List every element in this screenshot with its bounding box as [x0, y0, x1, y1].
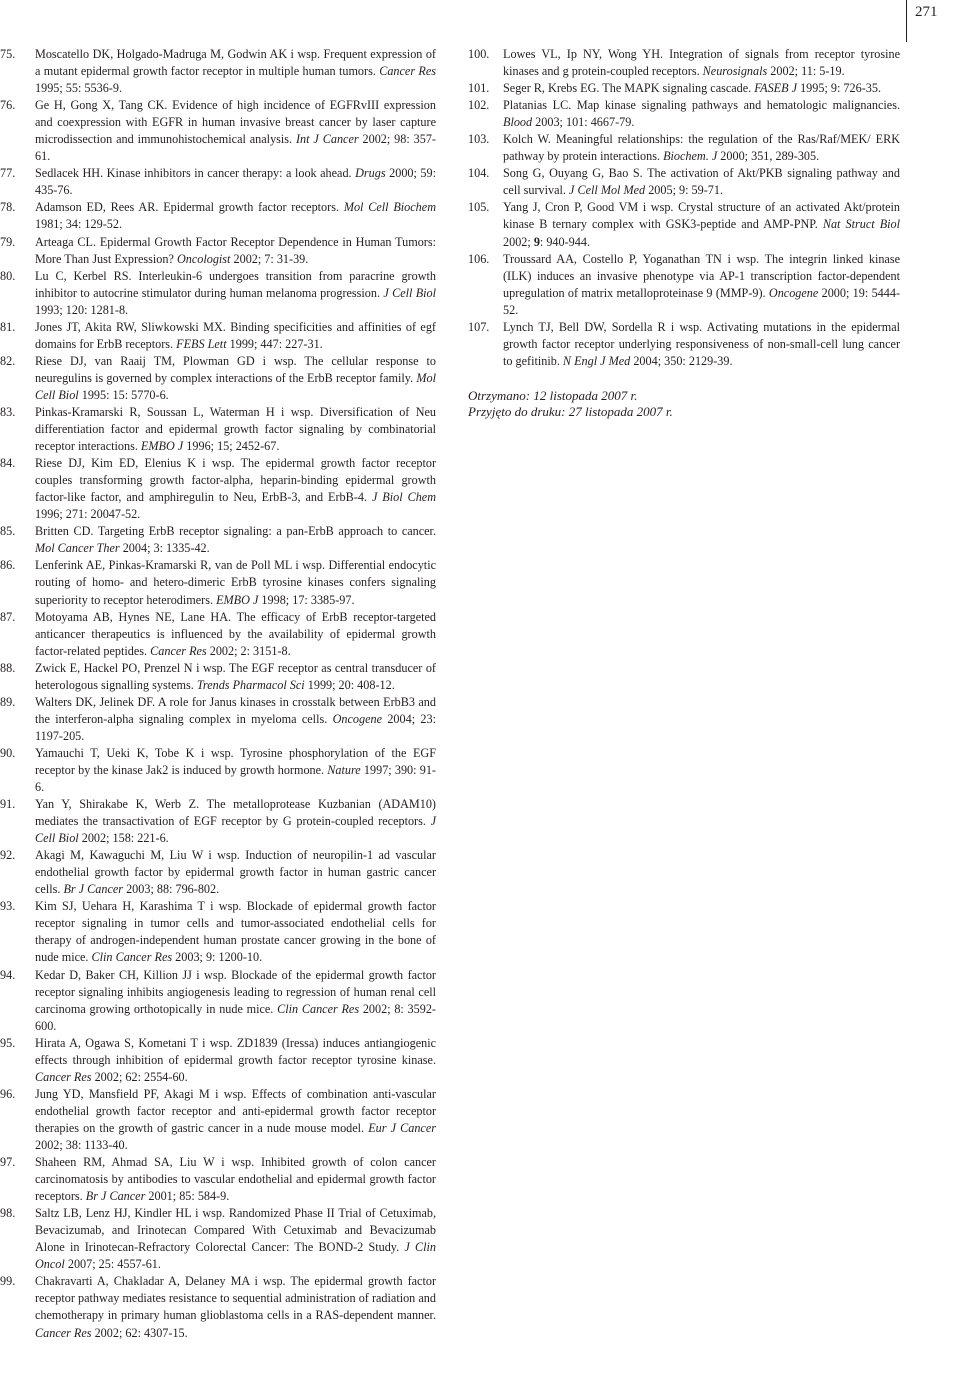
reference-journal: EMBO J — [216, 592, 259, 607]
reference-number: 105. — [468, 200, 490, 215]
reference-citation: 2004; 350: 2129-39. — [630, 353, 733, 368]
reference-pages: : 940-944. — [539, 234, 591, 249]
reference-item — [0, 1273, 436, 1341]
reference-number: 102. — [468, 98, 490, 113]
reference-text: Moscatello DK, Holgado-Madruga M, Godwin AK i wsp. Frequent expression of a mutant epidermal growth factor receptor in multiple human tumors. — [35, 47, 436, 79]
reference-text: Pinkas-Kramarski R, Soussan L, Waterman H i wsp. Diversification of Neu differentiation factor and epidermal growth factor signaling by combinatorial receptor interactions. — [35, 404, 436, 454]
reference-number: 93. — [0, 899, 16, 914]
reference-citation: 2002; 98: 357-61. — [35, 132, 436, 164]
reference-number: 94. — [0, 967, 16, 982]
reference-text: Lu C, Kerbel RS. Interleukin-6 undergoes transition from paracrine growth inhibitor to autocrine stimulator during human melanoma progression. — [35, 268, 436, 300]
reference-text: Riese DJ, Kim ED, Elenius K i wsp. The epidermal growth factor receptor couples transforming growth factor-alpha, heparin-binding epidermal growth factor-like factor, and amphiregulin to Neu, ErbB-3, and ErbB-4. — [35, 456, 436, 505]
reference-journal: Neurosignals — [702, 64, 768, 79]
reference-text: Yang J, Cron P, Good VM i wsp. Crystal structure of an activated Akt/protein kinase B ternary complex with GSK3-peptide and AMP-PNP. — [503, 200, 900, 232]
reference-number: 99. — [0, 1274, 16, 1289]
reference-text: Lynch TJ, Bell DW, Sordella R i wsp. Activating mutations in the epidermal growth factor receptor underlying responsiveness of non-small-cell lung cancer to gefitinib. — [503, 319, 900, 368]
reference-item — [0, 609, 436, 660]
reference-item — [0, 1035, 436, 1086]
reference-text: Motoyama AB, Hynes NE, Lane HA. The efficacy of ErbB receptor-targeted anticancer therapeutics is influenced by the availability of epidermal growth factor-related peptides. — [35, 609, 436, 658]
reference-text: Walters DK, Jelinek DF. A role for Janus kinases in crosstalk between ErbB3 and the interferon-alpha signaling complex in myeloma cells. — [35, 694, 436, 726]
reference-number: 80. — [0, 268, 16, 283]
reference-journal: Oncologist — [176, 251, 231, 266]
reference-journal: Nat Struct Biol — [822, 217, 900, 232]
reference-citation: 2002; 2: 3151-8. — [206, 643, 291, 658]
reference-journal: J Cell Mol Med — [569, 183, 646, 198]
reference-item — [0, 268, 436, 319]
reference-citation: 1995; 9: 726-35. — [797, 81, 881, 96]
reference-number: 82. — [0, 353, 16, 368]
reference-journal: Mol Cell Biol — [35, 370, 436, 402]
reference-item — [0, 234, 436, 268]
reference-journal: Cancer Res — [379, 64, 436, 79]
reference-item — [0, 319, 436, 353]
reference-item — [468, 165, 900, 199]
reference-citation: 1996; 271: 20047-52. — [35, 507, 141, 522]
reference-item — [468, 199, 900, 250]
reference-citation: 2005; 9: 59-71. — [645, 183, 724, 198]
reference-item — [0, 353, 436, 404]
reference-number: 100. — [468, 47, 490, 61]
reference-citation: 2002; 38: 1133-40. — [35, 1138, 128, 1152]
reference-journal: J Biol Chem — [371, 490, 437, 505]
reference-number: 89. — [0, 694, 16, 709]
reference-journal: Mol Cancer Ther — [35, 541, 120, 556]
reference-journal: Oncogene — [768, 285, 819, 300]
reference-journal: Int J Cancer — [295, 132, 359, 147]
reference-citation: 2002; 8: 3592-600. — [35, 1001, 436, 1033]
reference-number: 75. — [0, 47, 16, 61]
reference-text: Britten CD. Targeting ErbB receptor signaling: a pan-ErbB approach to cancer. — [35, 524, 436, 539]
received-date: Otrzymano: 12 listopada 2007 r. — [468, 387, 638, 403]
reference-item — [468, 131, 900, 165]
reference-journal: Blood — [503, 115, 533, 130]
reference-journal: Mol Cell Biochem — [343, 200, 436, 215]
reference-journal: J Clin Oncol — [35, 1240, 436, 1272]
reference-item — [0, 967, 436, 1035]
reference-citation: 2002; 158: 221-6. — [78, 831, 169, 846]
reference-text: Yamauchi T, Ueki K, Tobe K i wsp. Tyrosine phosphorylation of the EGF receptor by the kinase Jak2 is induced by growth hormone. — [35, 745, 436, 777]
reference-citation: 1999; 447: 227-31. — [226, 336, 323, 351]
reference-number: 81. — [0, 319, 16, 334]
reference-citation: 2004; 3: 1335-42. — [119, 541, 210, 556]
reference-number: 90. — [0, 745, 16, 760]
reference-text: Jung YD, Mansfield PF, Akagi M i wsp. Effects of combination anti-vascular endothelial growth factor receptor and anti-epidermal growth factor receptor therapies on the growth of gastric cancer in a nude mouse model. — [35, 1086, 436, 1135]
reference-journal: FASEB J — [754, 81, 798, 96]
reference-number: 77. — [0, 166, 16, 181]
reference-journal: Cancer Res — [35, 1325, 92, 1340]
reference-citation: 2000; 19: 5444-52. — [503, 285, 900, 317]
reference-number: 84. — [0, 456, 16, 471]
reference-journal: Oncogene — [332, 711, 382, 726]
reference-text: Sedlacek HH. Kinase inhibitors in cancer therapy: a look ahead. — [35, 166, 356, 181]
reference-number: 97. — [0, 1155, 16, 1170]
reference-text: Akagi M, Kawaguchi M, Liu W i wsp. Induction of neuropilin-1 ad vascular endothelial growth factor by epidermal growth factor in human gastric cancer cells. — [35, 848, 436, 897]
manuscript-dates — [468, 388, 900, 420]
reference-text: Adamson ED, Rees AR. Epidermal growth factor receptors. — [35, 200, 344, 215]
reference-item — [0, 404, 436, 455]
reference-citation: 2002; 62: 2554-60. — [91, 1069, 188, 1084]
reference-item — [0, 1086, 436, 1154]
reference-item — [0, 455, 436, 523]
reference-journal: FEBS Lett — [176, 336, 227, 351]
reference-text: Kedar D, Baker CH, Killion JJ i wsp. Blockade of the epidermal growth factor receptor signaling inhibits angiogenesis leading to regression of human renal cell carcinoma growing orthotopically in nude mice. — [35, 967, 436, 1016]
reference-item — [0, 898, 436, 966]
reference-text: Platanias LC. Map kinase signaling pathways and hematologic malignancies. — [503, 98, 900, 113]
reference-journal: Cancer Res — [150, 643, 207, 658]
reference-text: Arteaga CL. Epidermal Growth Factor Receptor Dependence in Human Tumors: More Than Just Expression? — [35, 234, 436, 266]
reference-item — [0, 199, 436, 233]
reference-volume: 9 — [533, 234, 540, 249]
reference-text: Song G, Ouyang G, Bao S. The activation of Akt/PKB signaling pathway and cell survival. — [503, 166, 900, 198]
references-left-column — [0, 46, 436, 1342]
reference-item — [0, 745, 436, 796]
reference-item — [0, 796, 436, 847]
reference-number: 98. — [0, 1206, 16, 1221]
reference-journal: Cancer Res — [35, 1069, 92, 1084]
reference-item — [468, 46, 900, 80]
reference-journal: J Cell Biol — [383, 285, 437, 300]
reference-citation: 2007; 25: 4557-61. — [64, 1257, 161, 1272]
reference-item — [468, 251, 900, 319]
reference-journal: Nature — [327, 762, 361, 777]
reference-text: Seger R, Krebs EG. The MAPK signaling cascade. — [503, 81, 755, 96]
reference-citation: 2004; 23: 1197-205. — [35, 711, 436, 743]
reference-text: Kolch W. Meaningful relationships: the regulation of the Ras/Raf/MEK/ ERK pathway by protein interactions. — [503, 132, 900, 164]
reference-journal: Br J Cancer — [63, 882, 124, 897]
reference-journal: Clin Cancer Res — [277, 1001, 360, 1016]
reference-number: 92. — [0, 848, 16, 863]
reference-item — [0, 1154, 436, 1205]
reference-number: 103. — [468, 132, 490, 147]
reference-number: 79. — [0, 234, 16, 249]
reference-journal: Clin Cancer Res — [91, 950, 173, 965]
reference-journal: Drugs — [355, 166, 386, 181]
reference-journal: Biochem. J — [663, 149, 718, 164]
reference-number: 88. — [0, 660, 16, 675]
reference-journal: N Engl J Med — [562, 353, 631, 368]
reference-citation: 2003; 88: 796-802. — [123, 882, 220, 897]
reference-item — [0, 97, 436, 165]
reference-text: Ge H, Gong X, Tang CK. Evidence of high incidence of EGFRvIII expression and coexpression with EGFR in human invasive breast cancer by laser capture microdissection and immunohistochemical analysis. — [35, 98, 436, 147]
reference-citation: 2001; 85: 584-9. — [145, 1189, 230, 1204]
reference-number: 83. — [0, 404, 16, 419]
reference-item — [468, 80, 900, 97]
reference-number: 104. — [468, 166, 490, 181]
reference-number: 95. — [0, 1035, 16, 1050]
reference-journal: J Cell Biol — [35, 814, 436, 846]
reference-item — [0, 523, 436, 557]
reference-item — [468, 319, 900, 370]
reference-number: 91. — [0, 797, 16, 812]
reference-journal: Eur J Cancer — [368, 1120, 436, 1135]
reference-citation: 1993; 120: 1281-8. — [35, 302, 129, 317]
reference-text: Lowes VL, Ip NY, Wong YH. Integration of signals from receptor tyrosine kinases and g protein-coupled receptors. — [503, 47, 900, 79]
reference-journal: Br J Cancer — [85, 1189, 146, 1204]
reference-citation: 2002; 62: 4307-15. — [91, 1325, 188, 1340]
reference-text: Saltz LB, Lenz HJ, Kindler HL i wsp. Randomized Phase II Trial of Cetuximab, Bevacizumab, and Irinotecan Compared With Cetuximab and Bevacizumab Alone in Irinotecan-Refractory Colorectal Cancer: The BOND-2 Study. — [35, 1206, 436, 1255]
page-number: 271 — [915, 4, 938, 20]
reference-number: 76. — [0, 98, 16, 113]
reference-number: 86. — [0, 558, 16, 573]
reference-text: Zwick E, Hackel PO, Prenzel N i wsp. The EGF receptor as central transducer of heterologous signalling systems. — [35, 660, 436, 692]
reference-citation: 1995: 15: 5770-6. — [78, 387, 169, 402]
reference-citation: 2000; 351, 289-305. — [717, 149, 820, 164]
reference-citation: 1995; 55: 5536-9. — [35, 81, 123, 96]
reference-text: Jones JT, Akita RW, Sliwkowski MX. Binding specificities and affinities of egf domains for ErbB receptors. — [35, 319, 436, 351]
reference-number: 78. — [0, 200, 16, 215]
reference-citation: 1997; 390: 91-6. — [35, 762, 436, 795]
reference-journal: EMBO J — [140, 439, 184, 454]
reference-item — [0, 847, 436, 898]
reference-text: Kim SJ, Uehara H, Karashima T i wsp. Blockade of epidermal growth factor receptor signaling in tumor cells and tumor-associated endothelial cells for therapy of androgen-independent human prostate cancer growing in the bone of nude mice. — [35, 899, 436, 965]
reference-item — [0, 1205, 436, 1273]
reference-citation: 2002; 7: 31-39. — [230, 251, 309, 266]
reference-item — [0, 557, 436, 608]
reference-text: Riese DJ, van Raaij TM, Plowman GD i wsp. The cellular response to neuregulins is governed by complex interactions of the ErbB receptor family. — [35, 353, 436, 385]
reference-citation: 2003; 9: 1200-10. — [172, 950, 263, 965]
reference-citation: 1996; 15; 2452-67. — [183, 439, 280, 454]
reference-text: Yan Y, Shirakabe K, Werb Z. The metalloprotease Kuzbanian (ADAM10) mediates the transactivation of EGF receptor by G protein-coupled receptors. — [35, 797, 436, 829]
reference-citation: 2002; — [503, 234, 534, 249]
reference-citation: 2003; 101: 4667-79. — [532, 115, 635, 130]
references-right-column — [468, 46, 900, 420]
reference-text: Hirata A, Ogawa S, Kometani T i wsp. ZD1839 (Iressa) induces antiangiogenic effects through inhibition of epidermal growth factor receptor tyrosine kinase. — [35, 1035, 436, 1067]
reference-text: Chakravarti A, Chakladar A, Delaney MA i wsp. The epidermal growth factor receptor pathway mediates resistance to sequential administration of radiation and chemotherapy in primary human glioblastoma cells in a RAS-dependent manner. — [35, 1274, 436, 1323]
reference-number: 87. — [0, 609, 16, 624]
reference-number: 96. — [0, 1086, 16, 1101]
reference-number: 85. — [0, 524, 16, 539]
reference-citation: 2002; 11: 5-19. — [767, 64, 845, 79]
reference-text: Lenferink AE, Pinkas-Kramarski R, van de Poll ML i wsp. Differential endocytic routing of homo- and hetero-dimeric ErbB tyrosine kinases confers signaling superiority to receptor heterodimers. — [35, 558, 436, 607]
reference-item — [0, 694, 436, 745]
reference-citation: 1981; 34: 129-52. — [35, 217, 123, 232]
reference-item — [0, 165, 436, 199]
reference-item — [0, 660, 436, 694]
reference-number: 101. — [468, 81, 490, 96]
accepted-date: Przyjęto do druku: 27 listopada 2007 r. — [468, 403, 673, 419]
reference-citation: 1998; 17: 3385-97. — [258, 592, 355, 607]
reference-citation: 1999; 20: 408-12. — [304, 677, 395, 692]
reference-item — [0, 46, 436, 97]
reference-text: Shaheen RM, Ahmad SA, Liu W i wsp. Inhibited growth of colon cancer carcinomatosis by antibodies to vascular endothelial and epidermal growth factor receptors. — [35, 1155, 436, 1204]
reference-item — [468, 97, 900, 131]
reference-number: 106. — [468, 251, 490, 266]
reference-number: 107. — [468, 319, 490, 334]
header-rule — [906, 0, 907, 42]
reference-text: Troussard AA, Costello P, Yoganathan TN i wsp. The integrin linked kinase (ILK) induces an invasive phenotype via AP-1 transcription factor-dependent upregulation of matrix metalloproteinase 9 (MMP-9). — [503, 251, 900, 300]
reference-citation: 2000; 59: 435-76. — [35, 166, 436, 198]
reference-journal: Trends Pharmacol Sci — [196, 677, 305, 692]
